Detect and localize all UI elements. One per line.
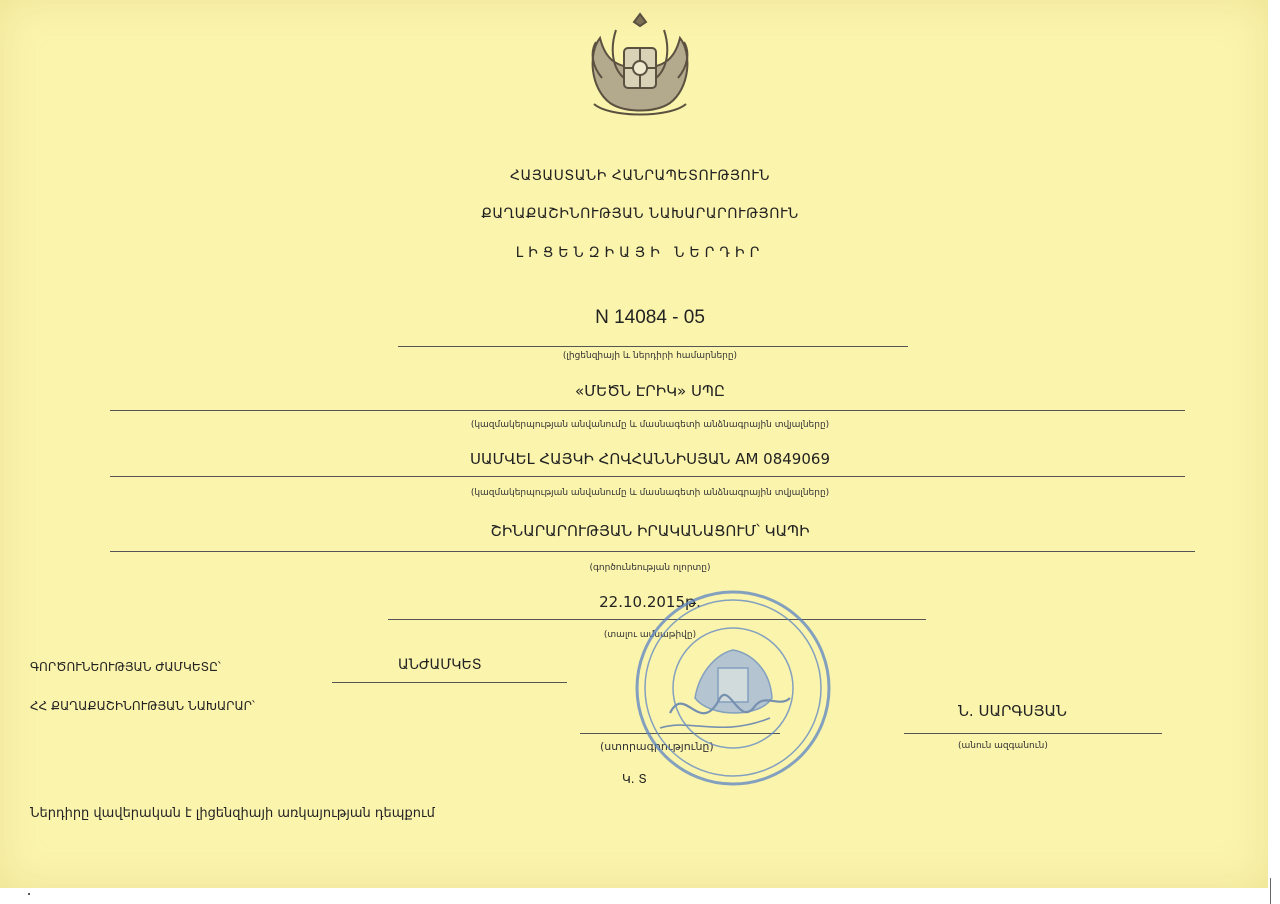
header-ministry: ՔԱՂԱՔԱՇԻՆՈՒԹՅԱՆ ՆԱԽԱՐԱՐՈՒԹՅՈՒՆ (481, 206, 799, 222)
organization-caption: (կազմակերպության անվանումը և մասնագետի անձնագրային տվյալները) (470, 420, 830, 430)
scan-edge (1270, 878, 1271, 904)
seal-mark: Կ. Տ (622, 772, 647, 786)
organization-name: «ՄԵԾՆ ԷՐԻԿ» ՍՊԸ (575, 382, 725, 400)
minister-name: Ն. ՍԱՐԳՍՅԱՆ (958, 702, 1067, 720)
official-seal-icon (630, 588, 836, 788)
footer-note: Ներդիրը վավերական է լիցենզիայի առկայության դեպքում (30, 806, 435, 821)
issue-date-caption: (տալու ամսաթիվը) (603, 630, 697, 640)
coat-of-arms-icon (580, 8, 700, 120)
specialist-details: ՍԱՄՎԵԼ ՀԱՅԿԻ ՀՈՎՀԱՆՆԻՍՅԱՆ AM 0849069 (470, 450, 830, 468)
minister-label: ՀՀ ՔԱՂԱՔԱՇԻՆՈՒԹՅԱՆ ՆԱԽԱՐԱՐ՝ (30, 699, 255, 713)
license-number: N 14084 - 05 (595, 307, 705, 328)
activity-caption: (գործունեության ոլորտը) (589, 563, 711, 573)
activity-scope: ՇԻՆԱՐԱՐՈՒԹՅԱՆ ԻՐԱԿԱՆԱՑՈՒՄ՝ ԿԱՊԻ (490, 522, 810, 540)
validity-value: ԱՆԺԱՄԿԵՏ (398, 657, 482, 673)
validity-label: ԳՈՐԾՈՒՆԵՈՒԹՅԱՆ ԺԱՄԿԵՏԸ՝ (30, 660, 221, 674)
signature-caption: (ստորագրությունը) (600, 740, 714, 753)
scan-speck (28, 893, 30, 895)
minister-name-caption: (անուն ազգանուն) (958, 741, 1048, 751)
specialist-caption: (կազմակերպության անվանումը և մասնագետի անձնագրային տվյալները) (470, 488, 830, 498)
license-number-caption: (լիցենզիայի և ներդիրի համարները) (562, 351, 738, 361)
issue-date: 22.10.2015թ. (599, 593, 701, 611)
header-country: ՀԱՅԱՍՏԱՆԻ ՀԱՆՐԱՊԵՏՈՒԹՅՈՒՆ (509, 168, 770, 184)
header-title: ԼԻՑԵՆԶԻԱՅԻ ՆԵՐԴԻՐ (515, 245, 765, 261)
